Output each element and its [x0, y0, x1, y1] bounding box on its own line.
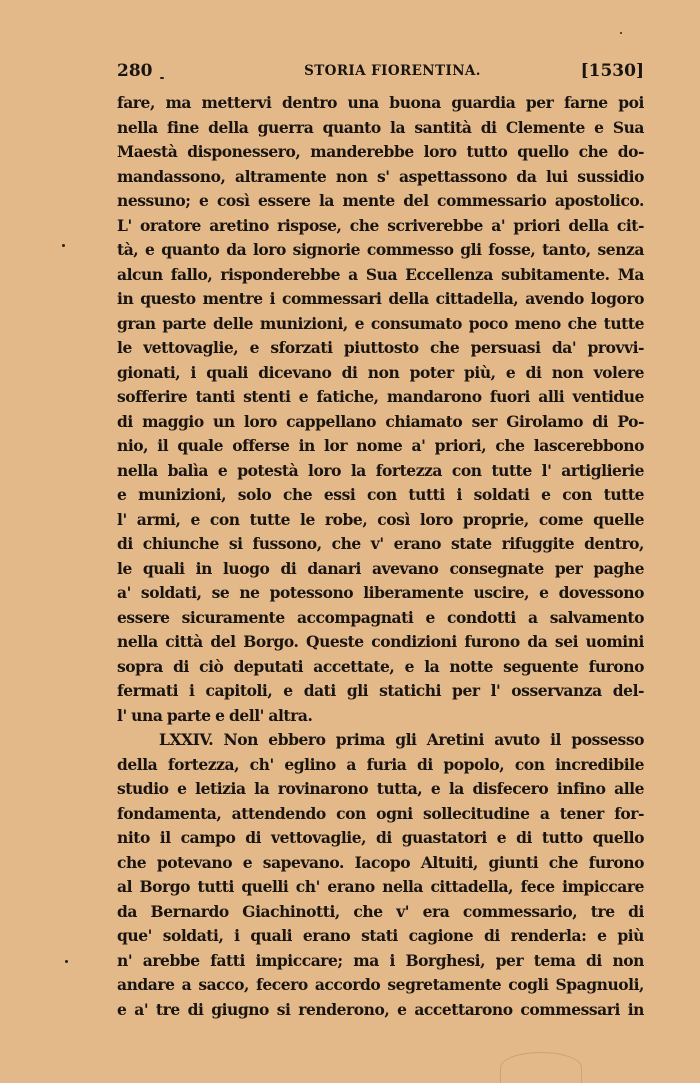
text-line: le quali in luogo di danari avevano consegnate per paghe — [117, 558, 644, 578]
body-text — [117, 91, 644, 1022]
text-line: nio, il quale offerse in lor nome a' priori, che lascerebbono — [117, 436, 644, 455]
section-start-line: LXXIV. Non ebbero prima gli Aretini avuto il possesso — [159, 730, 644, 749]
text-line: al Borgo tutti quelli ch' erano nella cittadella, fece impiccare — [117, 877, 644, 896]
text-line: e a' tre di giugno si renderono, e accettarono commessari in — [117, 999, 644, 1019]
text-line: nessuno; e così essere la mente del commessario apostolico. — [117, 191, 644, 210]
text-line: a' soldati, se ne potessono liberamente uscire, e dovessono — [117, 583, 644, 602]
text-line: tà, e quanto da loro signorie commesso gli fosse, tanto, senza — [117, 240, 644, 259]
text-line: gionati, i quali dicevano di non poter più, e di non volere — [117, 362, 644, 382]
text-line: andare a sacco, fecero accordo segretamente cogli Spagnuoli, — [117, 975, 644, 994]
paragraph-end-line: l' una parte e dell' altra. — [117, 705, 313, 725]
text-line: di chiunche si fussono, che v' erano state rifuggite dentro, — [117, 534, 644, 553]
text-line: que' soldati, i quali erano stati cagione di renderla: e più — [117, 926, 644, 945]
margin-mark — [62, 244, 65, 247]
text-line: sopra di ciò deputati accettate, e la notte seguente furono — [117, 656, 644, 676]
text-line: mandassono, altramente non s' aspettassono da lui sussidio — [117, 166, 644, 186]
margin-mark — [65, 960, 68, 963]
page-number: 280 — [117, 61, 153, 81]
text-line: le vettovaglie, e sforzati piuttosto che persuasi da' provvi- — [117, 338, 644, 357]
scan-watermark — [500, 1052, 582, 1083]
text-line: sofferire tanti stenti e fatiche, mandarono fuori alli ventidue — [117, 387, 644, 406]
text-line: l' armi, e con tutte le robe, così loro proprie, come quelle — [117, 509, 644, 529]
text-line: fondamenta, attendendo con ogni sollecitudine a tener for- — [117, 803, 644, 823]
text-line: della fortezza, ch' eglino a furia di popolo, con incredibile — [117, 754, 644, 774]
print-mark — [160, 77, 164, 79]
text-line: fermati i capitoli, e dati gli statichi per l' osservanza del- — [117, 681, 644, 700]
text-line: nella città del Borgo. Queste condizioni furono da sei uomini — [117, 632, 644, 651]
text-line: studio e letizia la rovinarono tutta, e la disfecero infino alle — [117, 779, 644, 798]
text-line: L' oratore aretino rispose, che scriverebbe a' priori della cit- — [117, 215, 644, 235]
page-header — [117, 58, 644, 84]
text-line: da Bernardo Giachinotti, che v' era commessario, tre di — [117, 901, 644, 921]
text-line: di maggio un loro cappellano chiamato ser Girolamo di Po- — [117, 411, 644, 431]
text-line: che potevano e sapevano. Iacopo Altuiti, giunti che furono — [117, 852, 644, 872]
text-line: Maestà disponessero, manderebbe loro tutto quello che do- — [117, 142, 644, 161]
text-line: nito il campo di vettovaglie, di guastatori e di tutto quello — [117, 828, 644, 847]
text-line: gran parte delle munizioni, e consumato poco meno che tutte — [117, 313, 644, 333]
running-title: STORIA FIORENTINA. — [304, 63, 481, 79]
text-line: nella balìa e potestà loro la fortezza con tutte l' artiglierie — [117, 460, 644, 480]
print-speck — [620, 32, 622, 34]
text-line: alcun fallo, risponderebbe a Sua Eccellenza subitamente. Ma — [117, 264, 644, 284]
text-line: n' arebbe fatti impiccare; ma i Borghesi, per tema di non — [117, 950, 644, 970]
text-line: e munizioni, solo che essi con tutti i soldati e con tutte — [117, 485, 644, 504]
text-line: essere sicuramente accompagnati e condotti a salvamento — [117, 607, 644, 627]
text-line: nella fine della guerra quanto la santità di Clemente e Sua — [117, 117, 644, 137]
year-label: [1530] — [580, 61, 644, 81]
text-line: in questo mentre i commessari della cittadella, avendo logoro — [117, 289, 644, 308]
text-line: fare, ma mettervi dentro una buona guardia per farne poi — [117, 93, 644, 112]
